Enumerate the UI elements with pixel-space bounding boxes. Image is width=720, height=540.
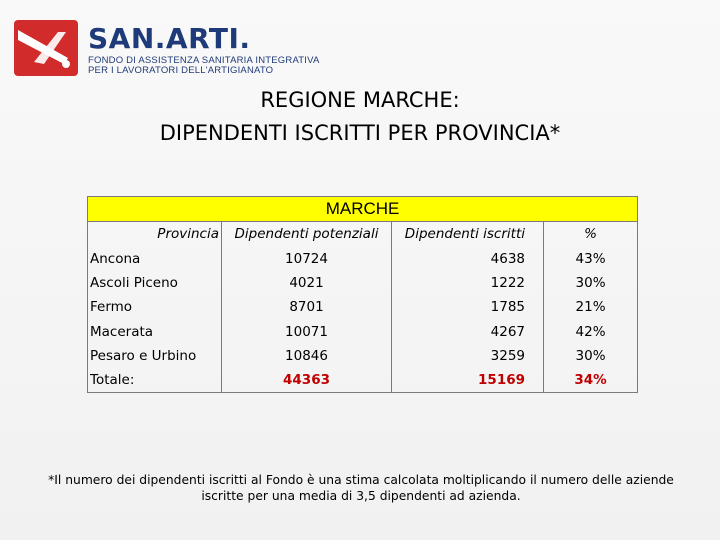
total-percent: 34% xyxy=(544,368,638,393)
province-name: Ascoli Piceno xyxy=(88,271,222,295)
percent-value: 30% xyxy=(544,344,638,368)
total-potenziali: 44363 xyxy=(222,368,392,393)
percent-value: 21% xyxy=(544,295,638,319)
col-header-provincia: Provincia xyxy=(88,222,222,247)
province-name: Fermo xyxy=(88,295,222,319)
iscritti-value: 4638 xyxy=(392,247,544,271)
potenziali-value: 10071 xyxy=(222,319,392,343)
table-row xyxy=(88,319,638,343)
province-name: Ancona xyxy=(88,247,222,271)
percent-value: 43% xyxy=(544,247,638,271)
logo-mark-icon xyxy=(14,20,78,76)
potenziali-value: 10724 xyxy=(222,247,392,271)
total-label: Totale: xyxy=(88,368,222,393)
footnote xyxy=(30,472,692,504)
percent-value: 42% xyxy=(544,319,638,343)
col-header-potenziali: Dipendenti potenziali xyxy=(222,222,392,247)
region-header-row xyxy=(88,197,638,222)
iscritti-value: 1785 xyxy=(392,295,544,319)
footnote-line1: *Il numero dei dipendenti iscritti al Fondo è una stima calcolata moltiplicando il numero delle aziende xyxy=(48,473,674,487)
iscritti-value: 1222 xyxy=(392,271,544,295)
iscritti-value: 3259 xyxy=(392,344,544,368)
col-header-iscritti: Dipendenti iscritti xyxy=(392,222,544,247)
table-row xyxy=(88,344,638,368)
san-arti-logo xyxy=(14,20,320,80)
province-name: Pesaro e Urbino xyxy=(88,344,222,368)
column-header-row xyxy=(88,222,638,247)
province-name: Macerata xyxy=(88,319,222,343)
page-title-line1: REGIONE MARCHE: xyxy=(260,88,460,112)
percent-value: 30% xyxy=(544,271,638,295)
total-iscritti: 15169 xyxy=(392,368,544,393)
col-header-percent: % xyxy=(544,222,638,247)
iscritti-value: 4267 xyxy=(392,319,544,343)
logo-subtitle-line1: FONDO DI ASSISTENZA SANITARIA INTEGRATIVA xyxy=(88,55,320,66)
logo-name: SAN.ARTI. xyxy=(88,22,251,55)
table-row xyxy=(88,271,638,295)
table-row xyxy=(88,295,638,319)
logo-subtitle xyxy=(88,56,320,76)
potenziali-value: 10846 xyxy=(222,344,392,368)
table-row xyxy=(88,247,638,271)
page-title-line2: DIPENDENTI ISCRITTI PER PROVINCIA* xyxy=(159,121,561,145)
province-table xyxy=(87,196,638,393)
region-header: MARCHE xyxy=(88,197,638,222)
footnote-line2: iscritte per una media di 3,5 dipendenti ad azienda. xyxy=(201,489,521,503)
potenziali-value: 8701 xyxy=(222,295,392,319)
logo-subtitle-line2: PER I LAVORATORI DELL'ARTIGIANATO xyxy=(88,65,274,76)
total-row xyxy=(88,368,638,393)
potenziali-value: 4021 xyxy=(222,271,392,295)
